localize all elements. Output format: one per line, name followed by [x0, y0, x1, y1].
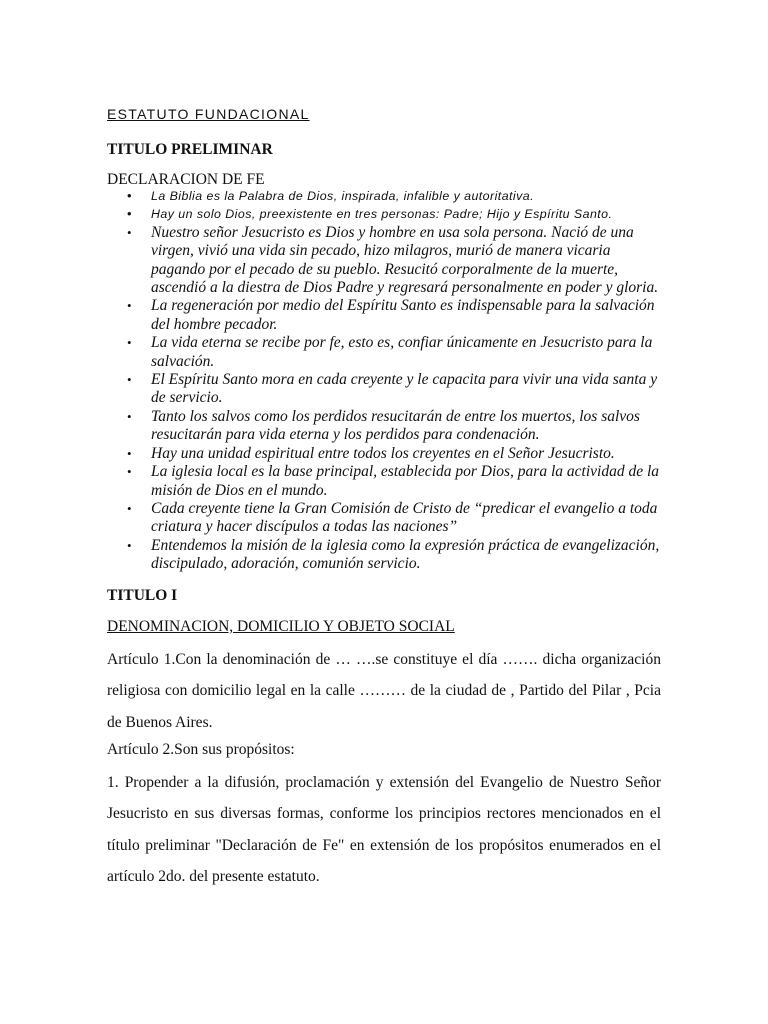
faith-item: • El Espíritu Santo mora en cada creyente y le capacita para vivir una vida santa y de servicio.	[107, 371, 663, 408]
purpose-1: 1. Propender a la difusión, proclamación y extensión del Evangelio de Nuestro Señor Jesucristo en sus diversas formas, conforme los principios rectores mencionados en el título preliminar "Declaración de Fe" en extensión de los propósitos enumerados en el artículo 2do. del presente estatuto.	[107, 774, 661, 885]
faith-item: • La regeneración por medio del Espíritu Santo es indispensable para la salvación del hombre pecador.	[107, 297, 663, 334]
main-title: ESTATUTO FUNDACIONAL	[107, 106, 310, 122]
faith-heading: DECLARACION DE FE	[107, 171, 265, 188]
faith-item: • Entendemos la misión de la iglesia como la expresión práctica de evangelización, discipulado, adoración, comunión servicio.	[107, 537, 663, 574]
title-one-subtitle: DENOMINACION, DOMICILIO Y OBJETO SOCIAL	[107, 618, 455, 635]
faith-item: • La vida eterna se recibe por fe, esto es, confiar únicamente en Jesucristo para la salvación.	[107, 334, 663, 371]
faith-item: • Nuestro señor Jesucristo es Dios y hombre en usa sola persona. Nació de una virgen, vivió una vida sin pecado, hizo milagros, murió de manera vicaria pagando por el pecado de su pueblo. Resucitó corporalmente de la muerte, ascendió a la diestra de Dios Padre y regresará personalmente en poder y gloria.	[107, 224, 663, 298]
faith-item: • La Biblia es la Palabra de Dios, inspirada, infalible y autoritativa.	[107, 187, 663, 205]
article-1: Artículo 1.Con la denominación de … ….se constituye el día ……. dicha organización religiosa con domicilio legal en la calle ……… de la ciudad de , Partido del Pilar , Pcia de Buenos Aires.	[107, 651, 661, 731]
faith-list	[107, 187, 663, 574]
faith-item: • Cada creyente tiene la Gran Comisión de Cristo de “predicar el evangelio a toda criatura y hacer discípulos a todas las naciones”	[107, 500, 663, 537]
faith-item: • Hay una unidad espiritual entre todos los creyentes en el Señor Jesucristo.	[107, 445, 663, 463]
faith-item: • Hay un solo Dios, preexistente en tres personas: Padre; Hijo y Espíritu Santo.	[107, 205, 663, 223]
article-2-heading: Artículo 2.Son sus propósitos:	[107, 741, 295, 758]
title-one: TITULO I	[107, 587, 178, 604]
faith-item: • La iglesia local es la base principal, establecida por Dios, para la actividad de la misión de Dios en el mundo.	[107, 463, 663, 500]
preliminary-title: TITULO PRELIMINAR	[107, 141, 273, 158]
faith-item: • Tanto los salvos como los perdidos resucitarán de entre los muertos, los salvos resucitarán para vida eterna y los perdidos para condenación.	[107, 408, 663, 445]
